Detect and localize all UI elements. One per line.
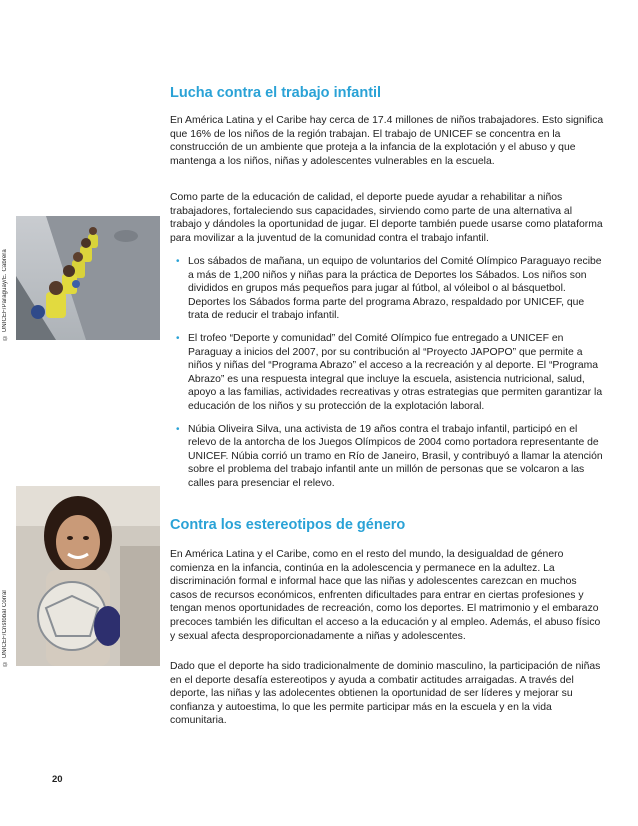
bullet-list	[170, 255, 606, 500]
list-item	[170, 423, 606, 491]
paragraph: En América Latina y el Caribe, como en el resto del mundo, la desigualdad de género comienza en la infancia, continúa en la adolescencia y permanece en la adultez. La discriminación formal e informal hace que las niñas y adolescentes carezcan en muchos casos de recursos económicos, enfrenten dificultades para entrar en ciertas profesiones y tengan menos oportunidades de recreación, como los deportes. El matrimonio y el embarazo precoces también les dificultan el acceso a la educación y al empleo. Además, el abuso físico y sexual afecta desproporcionadamente a niñas y adolescentes.	[170, 549, 601, 642]
paragraph: Como parte de la educación de calidad, el deporte puede ayudar a rehabilitar a niños trabajadores, fortaleciendo sus capacidades, sirviendo como parte de una alternativa al trabajo y dándoles la oportunidad de jugar. El deporte también puede usarse como plataforma para movilizar a la juventud de la comunidad contra el trabajo infantil.	[170, 192, 603, 244]
bullet-icon: •	[176, 332, 180, 344]
photo-children-yellow-vests	[16, 216, 160, 340]
photo-girl-with-ball-image	[16, 486, 160, 666]
paragraph: Dado que el deporte ha sido tradicionalmente de dominio masculino, la participación de niñas en el deporte desafía estereotipos y ayuda a combatir actitudes arraigadas. A través del deporte, las niñas y las adolecentes obtienen la oportunidad de ser líderes y mejorar su confianza y autoestima, lo que les permite participar más en la escuela y en la vida comunitaria.	[170, 661, 601, 727]
section-title-child-labor: Lucha contra el trabajo infantil	[170, 85, 382, 101]
bullet-icon: •	[176, 423, 180, 435]
list-item	[170, 332, 606, 414]
section-title-gender-stereotypes: Contra los estereotipos de género	[170, 517, 406, 533]
paragraph: En América Latina y el Caribe hay cerca de 17.4 millones de niños trabajadores. Esto significa que 16% de los niños de la región trabajan. El trabajo de UNICEF se concentra en la construcción de un ambiente que proteja a la infancia de la explotación y el abuso y que mantenga a los niños, niñas y adolescentes vulnerables en la escuela.	[170, 115, 604, 167]
photo-children-yellow-vests-image	[16, 216, 160, 340]
photo-credit-bottom: © UNICEF/Cristóbal Corral	[2, 590, 8, 666]
list-item-text: El trofeo “Deporte y comunidad” del Comité Olímpico fue entregado a UNICEF en Paraguay a inicios del 2007, por su contribución al “Proyecto JAPOPO” que permite a niños y niñas del “Programa Abrazo” el acceso a la recreación y al deporte. El “Programa Abrazo” es una respuesta integral que incluye la escuela, asistencia nutricional, salud, apoyo a las familias, actividades recreativas y otras estrategias que permiten garantizar la educación de los niños y su protección de la explotación laboral.	[188, 332, 603, 412]
page-number: 20	[52, 774, 63, 785]
list-item-text: Los sábados de mañana, un equipo de voluntarios del Comité Olímpico Paraguayo recibe a más de 1,200 niños y niñas para la práctica de Deportes los Sábados. Los niños son divididos en grupos más pequeños para jugar al fútbol, al vóleibol o al básquetbol. Deportes los Sábados forma parte del programa Abrazo, respaldado por UNICEF, que trata de reducir el trabajo infantil.	[188, 256, 602, 322]
photo-girl-with-ball	[16, 486, 160, 666]
photo-credit-top: © UNICEF/Paraguay/E. Cabrera	[2, 249, 8, 340]
list-item	[170, 255, 606, 323]
bullet-icon: •	[176, 256, 180, 267]
list-item-text: Núbia Oliveira Silva, una activista de 19 años contra el trabajo infantil, participó en el relevo de la antorcha de los Juegos Olímpicos de 2004 como portadora representante de UNICEF. Núbia corrió un tramo en Río de Janeiro, Brasil, y contribuyó a llamar la atención sobre el problema del trabajo infantil ante un millón de personas que se volcaron a las calles para presenciar el relevo.	[188, 423, 603, 489]
